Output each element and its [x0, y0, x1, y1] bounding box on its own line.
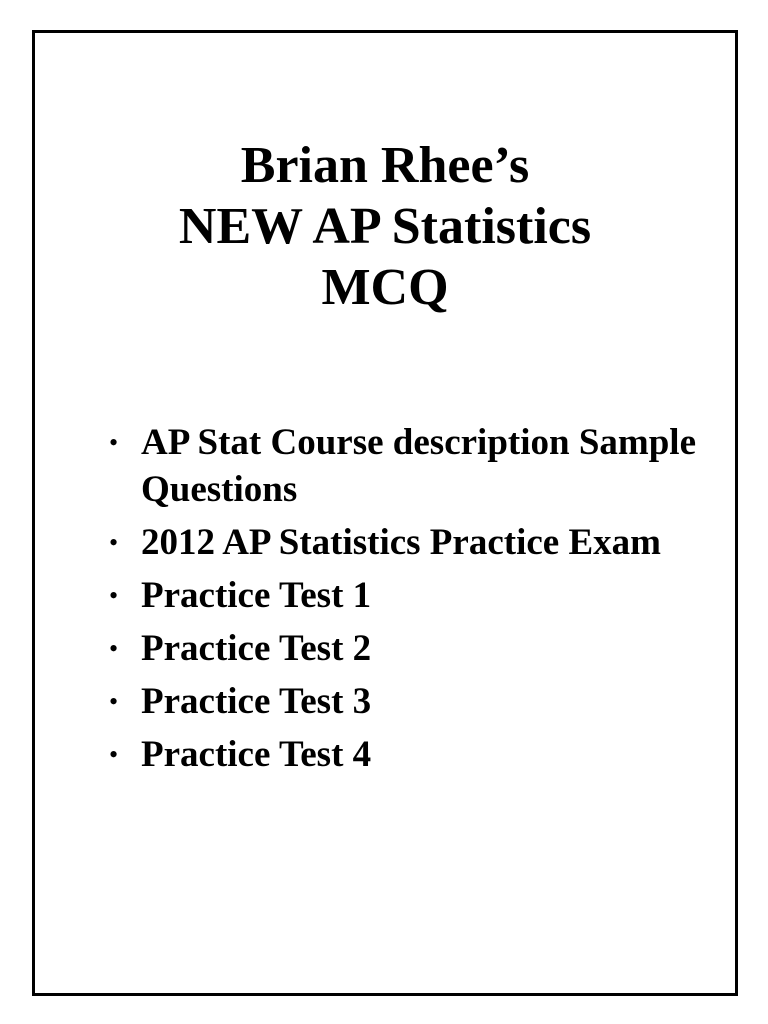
bullet-icon: • [109, 428, 119, 457]
document-title [35, 135, 735, 318]
bullet-icon: • [109, 634, 119, 663]
bullet-icon: • [109, 581, 119, 610]
list-item-text: Practice Test 1 [141, 575, 372, 616]
page-border [32, 30, 738, 996]
bullet-icon: • [109, 687, 119, 716]
title-line-2: NEW AP Statistics [178, 198, 592, 255]
bullet-icon: • [109, 740, 119, 769]
list-item-text: AP Stat Course description Sample Questions [141, 422, 696, 510]
list-item [109, 731, 709, 778]
list-item-text: Practice Test 3 [141, 681, 372, 722]
title-line-3: MCQ [321, 259, 449, 316]
list-item-text: Practice Test 4 [141, 734, 372, 775]
list-item [109, 519, 709, 566]
contents-list [109, 419, 709, 784]
title-line-1: Brian Rhee’s [240, 137, 530, 194]
list-item [109, 625, 709, 672]
list-item-text: 2012 AP Statistics Practice Exam [141, 522, 661, 563]
list-item [109, 572, 709, 619]
list-item [109, 678, 709, 725]
list-item [109, 419, 709, 513]
list-item-text: Practice Test 2 [141, 628, 372, 669]
bullet-icon: • [109, 528, 119, 557]
